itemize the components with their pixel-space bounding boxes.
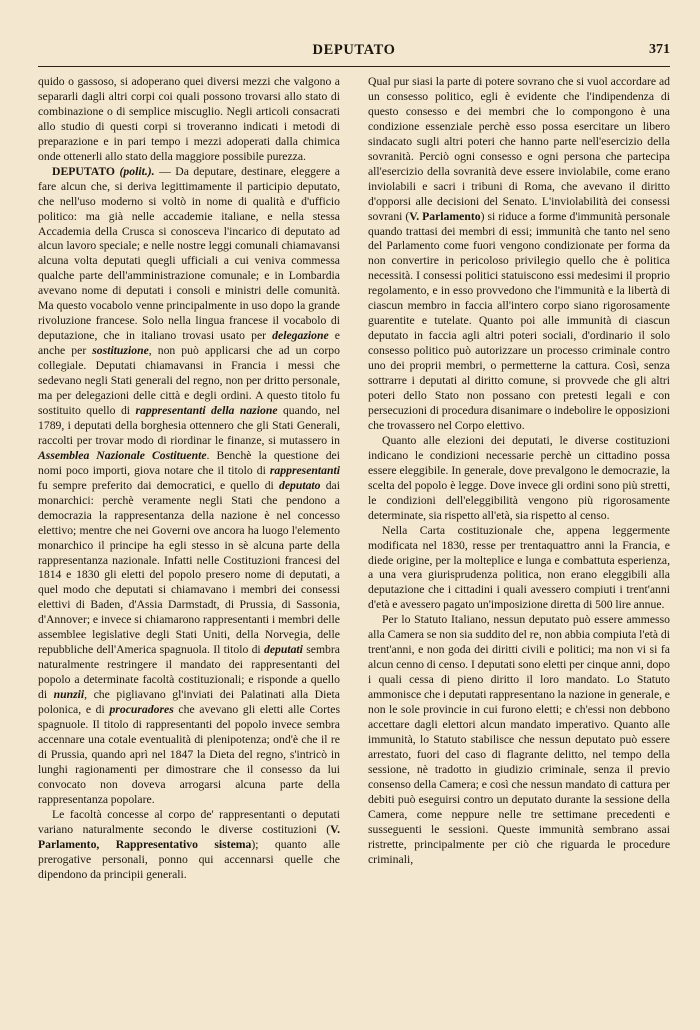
- running-header: [38, 40, 670, 62]
- paragraph-continued: quido o gassoso, si adoperano quei diversi mezzi che valgono a separarli dagli altri corpi coi quali possono trovarsi allo stato di combinazione o di semplice miscuglio. Negli articoli consacrati allo studio di questi corpi si troveranno indicati i metodi di preparazione e in pari tempo i mezzi adoperati dalla chimica onde ottenerli allo stato della maggiore possibile purezza.: [38, 75, 340, 163]
- entry-headword: DEPUTATO: [52, 164, 115, 178]
- entry-text: quando, nel 1789, i deputati della borghesia ottennero che gli Stati Generali, raccolti per trovar modo di riordinar le finanze, si mutassero in: [38, 403, 340, 447]
- running-title: DEPUTATO: [312, 42, 396, 58]
- emphasis-term: procuradores: [109, 703, 174, 717]
- paragraph-text: ); quanto alle prerogative personali, ponno qui accennarsi quelle che dipendono da principii generali.: [38, 837, 340, 881]
- entry-deputato: [38, 165, 340, 808]
- entry-text: e anche per: [38, 329, 340, 358]
- paragraph-text: ) si riduce a forme d'immunità personale quando trattasi dei membri di essi; immunità che tanto nel seno del Parlamento come fuori vengono condizionate per forma da non convertire in pericoloso privilegio quello che è politica necessità. I consessi politici statuiscono essi medesimi il proprio regolamento, e in esso provvedono che l'immunità e la libertà di ciascun membro in faccia all'intero corpo siano rigorosamente guarentite e tutelate. Quanto poi alle immunità di ciascun deputato in faccia agli altri poteri sociali, d'ordinario il solo consesso politico può autorizzare un processo criminale contro uno dei proprii membri, o permetterne la cattura. Così, senza sottrarre i deputati al diritto comune, si provvede che gli altri poteri dello Stato non possano con pretesti legali e con persecuzioni di procedura disanimare o indebolire le opposizioni che trovassero nel Corpo elettivo.: [368, 209, 670, 432]
- entry-text: dai monarchici: perchè veramente negli Stati che pendono a democrazia la rappresentanza della nazione è nel concesso elettivo; mentre che nei Governi ove ancora ha luogo l'elemento monarchico il principe ha egli stesso in sè alcuna parte della rappresentanza nazionale. Infatti nelle Costituzioni francesi del 1814 e 1830 gli eletti del popolo presero nome di deputati, a quel modo che deputati si chiamavano i membri dei consessi elettivi di Baden, d'Assia Darmstadt, di Prussia, di Sassonia, d'Annover; e invece si chiamarono rappresentanti i membri delle assemblee legislative degli Stati Uniti, della Norvegia, delle repubbliche dell'America spagnuola. Il titolo di: [38, 478, 340, 657]
- entry-text: , non può applicarsi che ad un corpo collegiale. Deputati chiamavansi in Francia i messi che sedevano negli Stati generali del regno, non per dritto personale, ma per delegazioni delle città e degli ordini. A questo titolo fu sostituito quello di: [38, 344, 340, 417]
- paragraph: Per lo Statuto Italiano, nessun deputato può essere ammesso alla Camera se non sia suddito del re, non abbia compiuta l'età di trent'anni, e non goda dei diritti civili e politici; ma non vi si fa alcun cenno di censo. I deputati sono eletti per cinque anni, dopo i quali cessa di pieno diritto il loro mandato. Lo Statuto ammonisce che i deputati rappresentano la nazione in generale, e non le sole provincie in cui furono eletti; e ch'essi non debbono accettare dagli elettori alcun mandato imperativo. Quanto alle immunità, lo Statuto stabilisce che nessun deputato può essere arrestato, fuori del caso di flagrante delitto, nel tempo della sessione, nè tradotto in giudizio criminale, senza il previo consenso della Camera; e così che nessun mandato di cattura per debiti può eseguirsi contro un deputato durante la sessione della Camera, come neppure nelle tre settimane precedenti e susseguenti le sessioni. Queste immunità sembrano assai ristrette, principalmente per ciò che riguarda le procedure criminali,: [368, 613, 670, 866]
- cross-reference: V. Parlamento: [409, 209, 481, 223]
- entry-text: che avevano gli eletti alle Cortes spagnuole. Il titolo di rappresentanti del popolo invece sembra accennare una cotale eventualità di plenipotenza; ond'è che il re di Prussia, quando aprì nel 1847 la Dieta del regno, s'intricò in lunghi ragionamenti per dimostrare che il consesso da lui convocato non doveva arrogarsi alcuna parte della rappresentanza popolare.: [38, 703, 340, 806]
- entry-text: . Benchè la questione dei nomi poco importi, giova notare che il titolo di: [38, 448, 340, 477]
- left-column: [38, 75, 340, 882]
- entry-label: (polit.).: [119, 164, 155, 178]
- entry-text: fu sempre preferito dai democratici, e quello di: [38, 478, 279, 492]
- emphasis-term: sostituzione: [92, 344, 149, 358]
- right-column: [368, 75, 670, 868]
- emphasis-term: Assemblea Nazionale Costituente: [38, 448, 207, 462]
- paragraph-text: Le facoltà concesse al corpo de' rappresentanti o deputati variano naturalmente secondo le diverse costituzioni (: [38, 807, 340, 836]
- paragraph-text: Qual pur siasi la parte di potere sovrano che si vuol accordare ad un consesso politico, egli è evidente che l'indipendenza di questo consesso e dei membri che lo compongono è una condizione essenziale perchè esso possa esercitare un libero sindacato sugli altri poteri che hanno parte nell'esercizio della sovranità. Perciò ogni consesso e ogni persona che partecipa all'esercizio della sovranità deve essere inviolabile, come erano inviolabili e sacri i tribuni di Roma, che avevano il diritto d'opporsi alle decisioni del Senato. L'inviolabilità dei consessi sovrani (: [368, 75, 670, 223]
- entry-text: — Da deputare, destinare, eleggere a fare alcun che, si deriva legittimamente il participio deputato, che nell'uso moderno si voltò in nome di qualità e d'ufficio politico: ma già nelle accademie italiane, e nella stessa Accademia della Crusca si conosceva l'incarico di deputato ad alcun lavoro speciale; e nelle nostre leggi comunali chiamavansi alcuna volta deputati quegli ufficiali a cui veniva commessa qualche parte dell'amministrazione comunale; e in Lombardia avevano nome di deputati i consoli e ministri delle comunità. Ma questo vocabolo venne principalmente in uso dopo la grande rivoluzione francese. Solo nella lingua francese il vocabolo di deputazione, che in italiano trovasi usato per: [38, 164, 340, 343]
- paragraph-continued: [368, 75, 670, 434]
- cross-reference: V. Parlamento, Rappresentativo sistema: [38, 822, 340, 851]
- emphasis-term: delegazione: [272, 329, 329, 343]
- emphasis-term: deputato: [278, 478, 321, 492]
- paragraph: [38, 808, 340, 883]
- paragraph: Quanto alle elezioni dei deputati, le diverse costituzioni indicano le condizioni necessarie perchè un cittadino possa essere eleggibile. In generale, dove prevalgono le democrazie, la scelta del popolo è legge. Dove invece gli ordini sono più stretti, le condizioni dell'eleggibilità vengono più rigorosamente determinate, sia rispetto all'età, sia rispetto al censo.: [368, 433, 670, 522]
- emphasis-term: deputati: [263, 643, 303, 657]
- header-rule: [38, 66, 670, 67]
- entry-text: sembra naturalmente restringere il mandato dei rappresentanti del popolo a determinate facoltà costituzionali; e risponde a quello di: [38, 643, 340, 702]
- page-number: 371: [649, 42, 670, 57]
- emphasis-term: nunzii: [53, 688, 85, 702]
- emphasis-term: rappresentanti della nazione: [135, 403, 278, 417]
- paragraph: Nella Carta costituzionale che, appena leggermente modificata nel 1830, resse per trentaquattro anni la Francia, e diede origine, per la molteplice e lunga e combattuta esperienza, a una vera giurisprudenza politica, non erano eleggibili alla deputazione che i cittadini i quali avessero compiuti i trent'anni d'età e avessero pagato un'imposizione diretta di 500 lire annue.: [368, 523, 670, 612]
- entry-text: , che pigliavano gl'inviati dei Palatinati alla Dieta polonica, e di: [38, 688, 340, 717]
- emphasis-term: rappresentanti: [269, 463, 340, 477]
